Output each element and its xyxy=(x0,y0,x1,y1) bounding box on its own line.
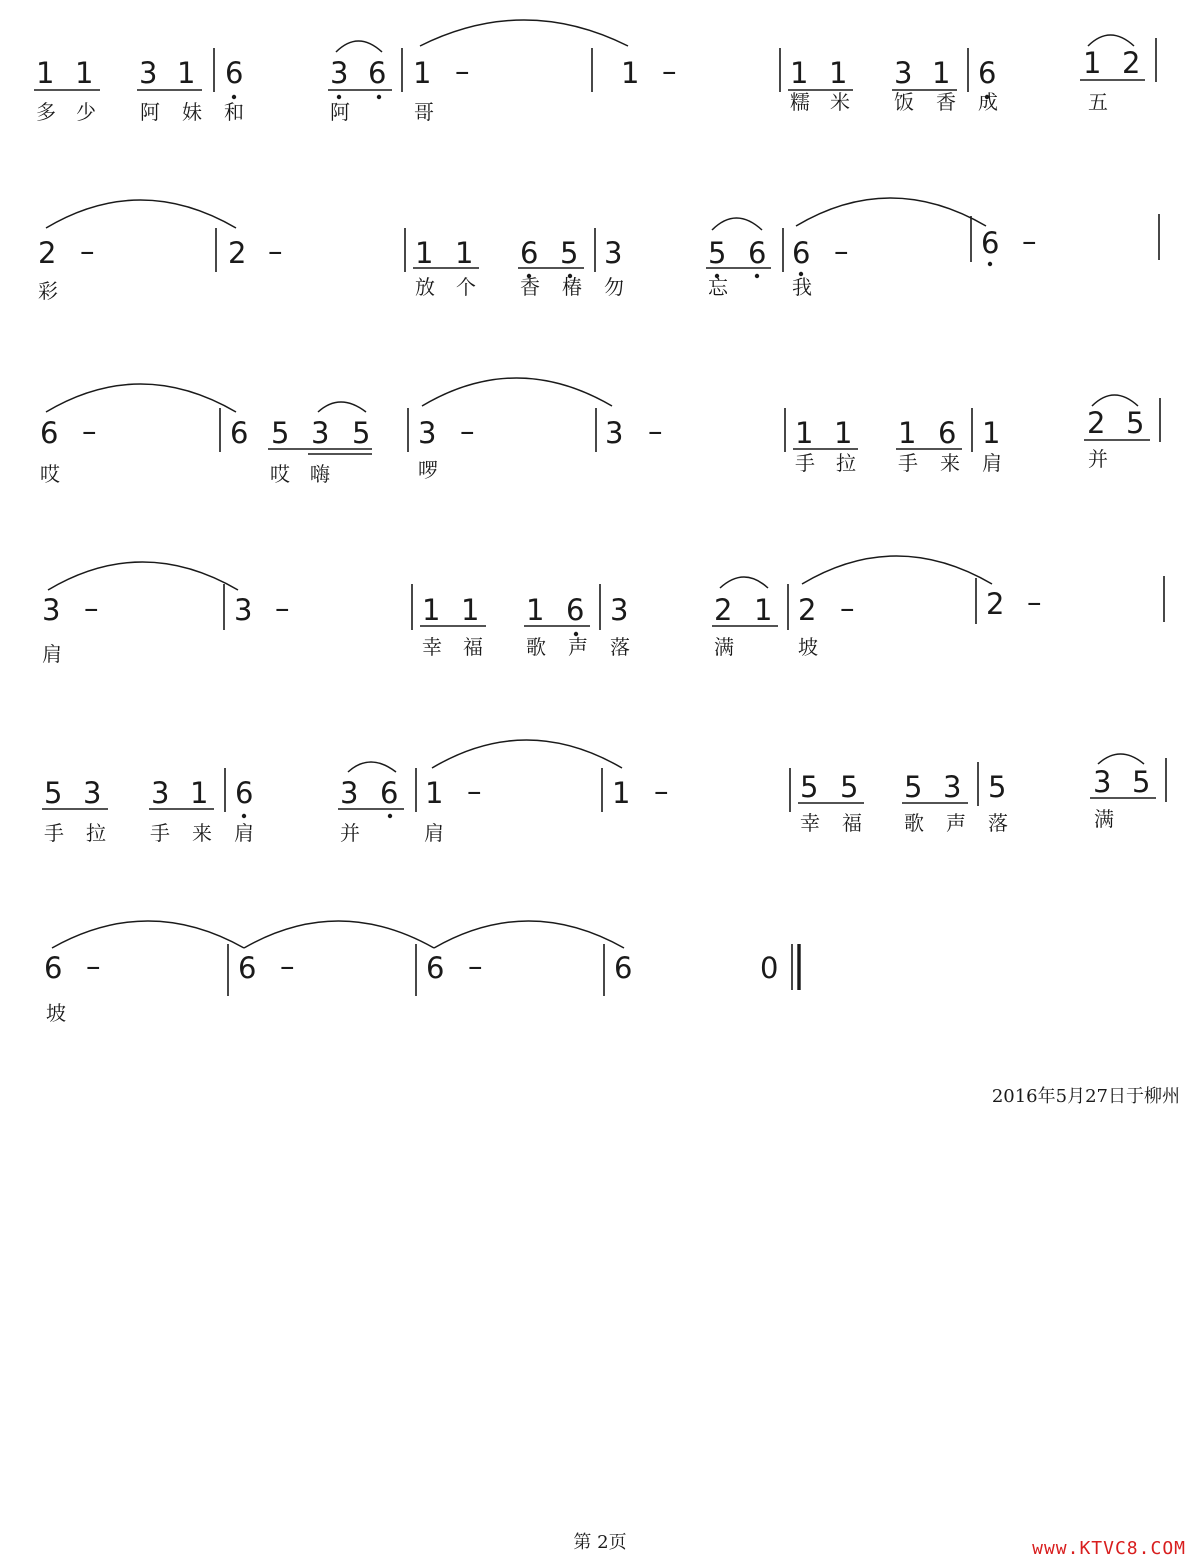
sustain-dash: – xyxy=(648,414,663,448)
sustain-dash: – xyxy=(84,591,99,625)
lyric: 手 xyxy=(44,821,64,845)
note: 1 xyxy=(795,416,814,450)
lyric: 并 xyxy=(340,821,360,845)
note: 3 xyxy=(610,593,629,627)
note: 1 xyxy=(177,56,196,90)
note: 3 xyxy=(894,56,913,90)
lyric: 哎 xyxy=(40,462,60,486)
lyric: 并 xyxy=(1088,447,1108,471)
page-number: 第 2页 xyxy=(573,1532,627,1553)
lyric: 妹 xyxy=(182,100,202,124)
tie xyxy=(432,740,622,768)
note: 3 xyxy=(604,236,623,270)
low-octave-dot xyxy=(337,95,341,99)
note: 3 xyxy=(151,776,170,810)
lyric: 哥 xyxy=(414,100,434,124)
lyric: 肩 xyxy=(982,451,1002,475)
note: 1 xyxy=(190,776,209,810)
tie xyxy=(48,562,238,590)
note: 3 xyxy=(83,776,102,810)
note: 1 xyxy=(425,776,444,810)
lyric: 阿 xyxy=(140,100,160,124)
lyric: 啰 xyxy=(418,458,438,482)
lyric: 幸 xyxy=(800,811,820,835)
lyric: 福 xyxy=(842,811,862,835)
note: 1 xyxy=(834,416,853,450)
note: 1 xyxy=(422,593,441,627)
sustain-dash: – xyxy=(80,234,95,268)
lyric: 香 xyxy=(520,275,540,299)
note: 5 xyxy=(44,776,63,810)
lyric: 坡 xyxy=(798,635,818,659)
score-row-1 xyxy=(34,20,1156,124)
note: 5 xyxy=(904,770,923,804)
note: 5 xyxy=(708,236,727,270)
note: 3 xyxy=(605,416,624,450)
lyric: 声 xyxy=(946,811,966,835)
note: 1 xyxy=(621,56,640,90)
note: 6 xyxy=(748,236,767,270)
score-row-3 xyxy=(40,378,1160,486)
note: 6 xyxy=(938,416,957,450)
slur xyxy=(336,41,382,52)
lyric: 勿 xyxy=(604,275,624,299)
note: 6 xyxy=(566,593,585,627)
note: 5 xyxy=(840,770,859,804)
sustain-dash: – xyxy=(834,234,849,268)
lyric: 福 xyxy=(463,635,483,659)
note: 5 xyxy=(271,416,290,450)
note: 6 xyxy=(520,236,539,270)
note: 1 xyxy=(526,593,545,627)
lyric: 歌 xyxy=(904,811,924,835)
lyric: 嗨 xyxy=(310,462,330,486)
sustain-dash: – xyxy=(840,591,855,625)
lyric: 满 xyxy=(1094,807,1114,831)
note: 3 xyxy=(340,776,359,810)
slur xyxy=(720,577,768,588)
note: 1 xyxy=(829,56,848,90)
site-watermark: www.KTVC8.COM xyxy=(1032,1538,1186,1559)
note: 6 xyxy=(792,236,811,270)
note: 1 xyxy=(982,416,1001,450)
sustain-dash: – xyxy=(662,54,677,88)
note: 1 xyxy=(790,56,809,90)
note: 5 xyxy=(800,770,819,804)
note: 3 xyxy=(1093,765,1112,799)
lyric: 多 xyxy=(36,100,56,124)
sustain-dash: – xyxy=(86,949,101,983)
note: 2 xyxy=(986,587,1005,621)
score-row-6 xyxy=(44,921,799,1025)
sustain-dash: – xyxy=(1027,585,1042,619)
lyric: 幸 xyxy=(422,635,442,659)
slur xyxy=(348,762,396,772)
lyric: 肩 xyxy=(234,821,254,845)
score-row-5 xyxy=(42,740,1166,845)
sustain-dash: – xyxy=(82,414,97,448)
note: 1 xyxy=(461,593,480,627)
sustain-dash: – xyxy=(1022,224,1037,258)
note: 6 xyxy=(238,951,257,985)
note: 3 xyxy=(943,770,962,804)
lyric: 我 xyxy=(792,275,812,299)
tie xyxy=(46,200,236,228)
lyric: 拉 xyxy=(836,451,856,475)
lyric: 声 xyxy=(568,635,588,659)
note: 2 xyxy=(38,236,57,270)
lyric: 椿 xyxy=(562,275,582,299)
note: 6 xyxy=(426,951,445,985)
note: 6 xyxy=(380,776,399,810)
note: 6 xyxy=(235,776,254,810)
note: 1 xyxy=(932,56,951,90)
note: 2 xyxy=(1122,46,1141,80)
note: 5 xyxy=(560,236,579,270)
low-octave-dot xyxy=(988,262,992,266)
note: 1 xyxy=(754,593,773,627)
note: 3 xyxy=(234,593,253,627)
lyric: 和 xyxy=(224,100,244,124)
note: 6 xyxy=(981,226,1000,260)
tie xyxy=(434,921,624,948)
note: 2 xyxy=(798,593,817,627)
note: 3 xyxy=(311,416,330,450)
note: 6 xyxy=(40,416,59,450)
slur xyxy=(712,218,762,230)
sustain-dash: – xyxy=(275,591,290,625)
tie xyxy=(52,921,244,948)
tie xyxy=(796,198,986,226)
note: 5 xyxy=(1132,765,1151,799)
lyric: 香 xyxy=(936,90,956,114)
note: 1 xyxy=(455,236,474,270)
lyric: 阿 xyxy=(330,100,350,124)
lyric: 肩 xyxy=(42,642,62,666)
sustain-dash: – xyxy=(460,414,475,448)
note: 6 xyxy=(230,416,249,450)
tie xyxy=(802,556,992,584)
note: 1 xyxy=(75,56,94,90)
lyric: 哎 xyxy=(270,462,290,486)
lyric: 歌 xyxy=(526,635,546,659)
note: 6 xyxy=(368,56,387,90)
lyric: 饭 xyxy=(894,90,914,114)
lyric: 拉 xyxy=(86,821,106,845)
score-row-4 xyxy=(42,556,1164,666)
lyric: 少 xyxy=(76,100,96,124)
note: 6 xyxy=(44,951,63,985)
note: 5 xyxy=(1126,406,1145,440)
note: 1 xyxy=(1083,46,1102,80)
lyric: 手 xyxy=(795,451,815,475)
lyric: 五 xyxy=(1088,90,1108,114)
lyric: 糯 xyxy=(790,90,810,114)
sustain-dash: – xyxy=(468,949,483,983)
low-octave-dot xyxy=(377,95,381,99)
slur xyxy=(1088,35,1134,46)
note: 1 xyxy=(413,56,432,90)
lyric: 个 xyxy=(456,275,476,299)
note: 1 xyxy=(415,236,434,270)
lyric: 满 xyxy=(714,635,734,659)
lyric: 坡 xyxy=(46,1001,66,1025)
sustain-dash: – xyxy=(467,774,482,808)
note: 1 xyxy=(36,56,55,90)
note: 6 xyxy=(614,951,633,985)
tie xyxy=(46,384,236,412)
slur xyxy=(1098,754,1144,764)
low-octave-dot xyxy=(388,814,392,818)
note: 1 xyxy=(898,416,917,450)
sustain-dash: – xyxy=(280,949,295,983)
lyric: 放 xyxy=(415,275,435,299)
score-row-2 xyxy=(38,198,1159,303)
note: 2 xyxy=(1087,406,1106,440)
lyric: 手 xyxy=(898,451,918,475)
tie xyxy=(422,378,612,406)
note: 6 xyxy=(225,56,244,90)
lyric: 落 xyxy=(610,635,630,659)
low-octave-dot xyxy=(242,814,246,818)
note: 5 xyxy=(352,416,371,450)
sustain-dash: – xyxy=(268,234,283,268)
lyric: 忘 xyxy=(708,275,728,299)
note: 3 xyxy=(139,56,158,90)
note: 6 xyxy=(978,56,997,90)
sustain-dash: – xyxy=(654,774,669,808)
tie xyxy=(244,921,434,948)
lyric: 肩 xyxy=(424,821,444,845)
lyric: 手 xyxy=(150,821,170,845)
note: 1 xyxy=(612,776,631,810)
low-octave-dot xyxy=(232,95,236,99)
note: 2 xyxy=(228,236,247,270)
note: 3 xyxy=(42,593,61,627)
date-place-note: 2016年5月27日于柳州 xyxy=(991,1086,1180,1107)
lyric: 成 xyxy=(978,90,998,114)
lyric: 彩 xyxy=(38,279,58,303)
slur xyxy=(1092,395,1138,406)
rest: 0 xyxy=(760,951,779,985)
low-octave-dot xyxy=(755,274,759,278)
note: 2 xyxy=(714,593,733,627)
lyric: 来 xyxy=(940,451,960,475)
lyric: 来 xyxy=(192,821,212,845)
lyric: 落 xyxy=(988,811,1008,835)
note: 5 xyxy=(988,770,1007,804)
slur xyxy=(318,402,366,412)
lyric: 米 xyxy=(830,90,850,114)
tie xyxy=(420,20,628,46)
sustain-dash: – xyxy=(455,54,470,88)
note: 3 xyxy=(418,416,437,450)
note: 3 xyxy=(330,56,349,90)
